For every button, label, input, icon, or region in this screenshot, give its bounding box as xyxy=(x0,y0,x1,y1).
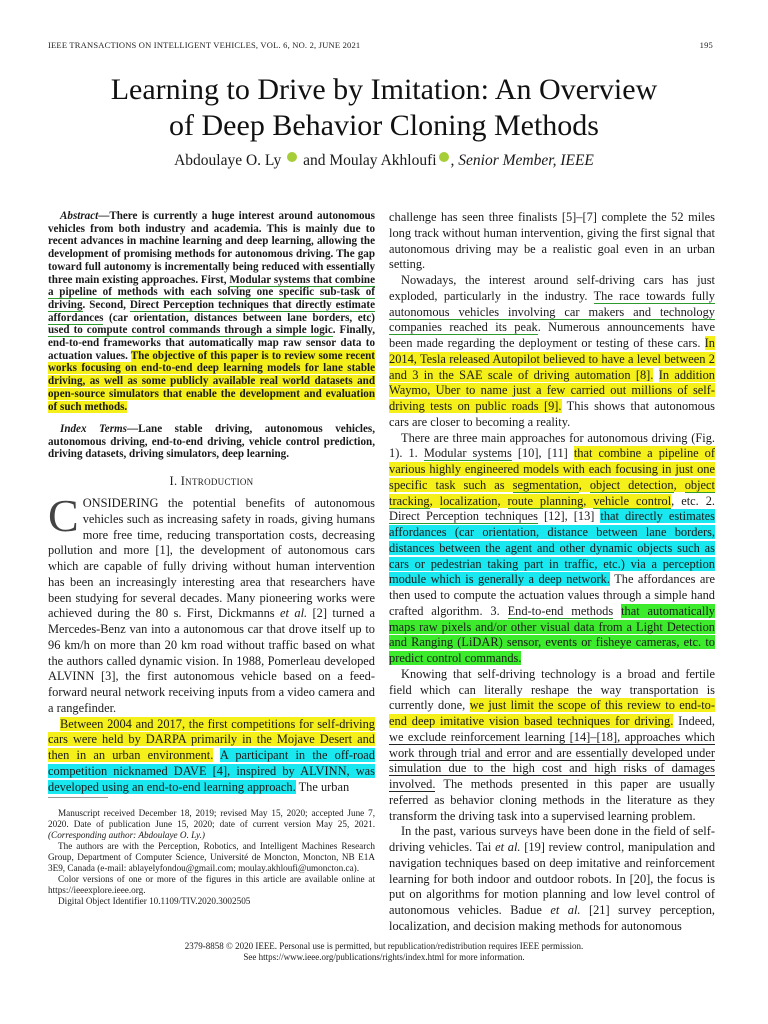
keyword-object-tracking: object tracking xyxy=(389,477,715,508)
abstract-highlight: The objective of this paper is to review some recent works focusing on end-to-end deep learning models for lane stable driving, as well as some publicly available real world datasets and open-source simulators that enable the development and evaluation of such methods. xyxy=(48,349,375,413)
paragraph-text: [12], [13] xyxy=(537,509,601,524)
footnote-text: Manuscript received December 18, 2019; revised May 15, 2020; accepted June 7, 2020. Date of publication June 15, 2020; date of current version May 25, 2021. xyxy=(48,808,375,829)
journal-header: IEEE TRANSACTIONS ON INTELLIGENT VEHICLES, VOL. 6, NO. 2, JUNE 2021 xyxy=(48,40,361,50)
paragraph-text: et al. xyxy=(495,840,521,854)
footnote-divider xyxy=(48,797,108,798)
underline-text: Direct Perception techniques xyxy=(389,509,538,524)
section-heading xyxy=(48,474,375,489)
paragraph-text: , xyxy=(429,493,440,508)
paragraph-text: In the past, various surveys have been done in the field of self-driving vehicles. Tai xyxy=(389,824,715,854)
abstract-text: (car orientation, distances between lane borders, etc) xyxy=(103,311,375,324)
underline-text: we exclude reinforcement learning [14]–[18], approaches which work through trial and error and are essentially developed under simulation due to the high cost and high risks of damages involved. xyxy=(389,729,715,791)
paragraph-text: Nowadays, the interest around self-driving cars has just exploded, particularly in the industry. xyxy=(389,273,715,303)
underline-text: Modular systems xyxy=(423,446,512,461)
right-paragraph-4 xyxy=(389,667,715,825)
index-terms-text: Lane stable driving, autonomous vehicles, autonomous driving, end-to-end driving, vehicle control prediction, driving datasets, driving simulators, deep learning. xyxy=(48,423,376,461)
paragraph-text xyxy=(613,604,621,618)
title-line-2: of Deep Behavior Cloning Methods xyxy=(169,109,599,142)
drop-cap: C xyxy=(48,490,79,541)
highlight-yellow: In 2014, Tesla released Autopilot believed to have a level between 2 and 3 in the SAE scale of driving automation [8]. xyxy=(389,336,715,382)
intro-paragraph-1 xyxy=(48,490,376,717)
section-title: Introduction xyxy=(180,474,254,488)
underline-text: The race towards fully autonomous vehicles involving car makers and technology companies reached its peak xyxy=(389,288,715,335)
intro-paragraph-2 xyxy=(48,717,375,796)
highlight-yellow: we just limit the scope of this review to end-to-end deep imitative vision based techniques for driving. xyxy=(389,698,716,728)
paragraph-text: Knowing that self-driving technology is a broad and fertile field which can literally reshape the way transportation is currently done, xyxy=(389,666,715,713)
author-affiliation: , Senior Member, IEEE xyxy=(450,152,594,169)
page-number: 195 xyxy=(699,40,713,50)
abstract-text: . Second, xyxy=(82,298,130,311)
paragraph-text: et al. xyxy=(550,903,581,917)
paragraph-text: ONSIDERING the potential benefits of autonomous vehicles such as increasing safety in roads, giving humans more free time, reducing transportation costs, decreasing pollution and more [1], the development of autonomous cars which are capable of fully driving without human intervention has been an increasingly interesting area that researchers have been studying for several decades. Many pioneering works were achieved during the 80 s. First, Dickmanns xyxy=(48,496,375,621)
paragraph-text: The affordances are then used to compute the actuation values through a simple hand crafted algorithm. 3. xyxy=(389,572,715,618)
paragraph-text: [2] turned a Mercedes-Benz van into a autonomous car that drove itself up to 96 km/h on more than 20 km road without traffic based on what the authors called dynamic vision. In 1988, Pomerleau developed ALVINN [3], the first autonomous vehicle based on a feed-forward neural network receiving inputs from a video camera and a rangefinder. xyxy=(48,606,376,715)
highlight-cyan: that directly estimates affordances (car orientation, distance between lane borders, distances between the agent and other dynamic objects such as cars or pedestrian taking part in traffic, etc.) via a perception module which is generally a deep network. xyxy=(389,509,715,587)
intro-body xyxy=(48,490,376,795)
author-line xyxy=(0,152,768,170)
keyword-vehicle-control: vehicle control xyxy=(593,493,672,508)
index-terms-dash: — xyxy=(127,423,139,435)
copyright-line-2: See https://www.ieee.org/publications/rights/index.html for more information. xyxy=(243,952,525,962)
footnote-doi: Digital Object Identifier 10.1109/TIV.2020.3002505 xyxy=(58,896,251,906)
highlight-yellow: that combine a pipeline of various highly engineered models with each focusing in just one specific task such as xyxy=(389,446,716,492)
paragraph-text: [19] review control, manipulation and navigation techniques based on deep imitative and reinforcement learning for both indoor and outdoor robots. In [20], the focus is put on algorithms for motion planning and low level control of autonomous vehicles. Badue xyxy=(389,840,716,917)
abstract xyxy=(48,210,375,413)
abstract-underline-3: used to compute control commands through a simple logic xyxy=(48,324,333,337)
paragraph-text: , xyxy=(673,477,685,492)
author-1: Abdoulaye O. Ly xyxy=(174,152,282,169)
keyword-route-planning: route planning xyxy=(507,493,584,508)
paragraph-text: . Numerous announcements have been made regarding the deployment or testing of these cars. xyxy=(389,320,715,350)
highlight-cyan: A participant in the off-road competition nicknamed DAVE [4], inspired by ALVINN, was developed using an end-to-end learning approach. xyxy=(48,748,376,794)
highlight-yellow: In addition Waymo, Uber to name just a few carried out millions of self-driving tests on public roads [9]. xyxy=(389,367,715,413)
highlight-green: that automatically maps raw pixels and/or other visual data from a Light Detection and Ranging (LiDAR) sensor, events or fisheye cameras, etc. to predict control commands. xyxy=(389,603,715,665)
footnote-color-note: Color versions of one or more of the figures in this article are available online at https://ieeexplore.ieee.org. xyxy=(48,874,375,895)
right-paragraph-2 xyxy=(389,273,715,431)
abstract-text: . Finally, end-to-end frameworks that automatically map raw sensor data to actuation values. xyxy=(48,324,376,362)
footnotes xyxy=(48,808,375,907)
paragraph-text: , etc. 2. xyxy=(671,493,715,508)
footnote-affiliation: The authors are with the Perception, Robotics, and Intelligent Machines Research Group, Department of Computer Science, Université de Moncton, Moncton, NB E1A 3E9, Canada (e-mail: ablayelyfondou@gmail.com; moulay.akhloufi@umoncton.ca). xyxy=(48,841,375,873)
paragraph-text: There are three main approaches for autonomous driving (Fig. 1). 1. xyxy=(389,430,715,461)
footnote-text: (Corresponding author: Abdoulaye O. Ly.) xyxy=(48,830,205,840)
keyword-object-detection: object detection xyxy=(589,477,674,492)
underline-text: End-to-end methods xyxy=(507,603,614,618)
highlight-yellow: Between 2004 and 2017, the first competitions for self-driving cars were held by DARPA primarily in the Mojave Desert and then in an urban environment. xyxy=(48,716,375,762)
paragraph-text xyxy=(213,748,220,762)
author-2: Moulay Akhloufi xyxy=(329,152,437,169)
paragraph-text: , xyxy=(497,493,508,508)
paragraph-text: , xyxy=(578,477,590,492)
paragraph-text: The urban xyxy=(295,779,350,794)
paragraph-text: The methods presented in this paper are usually referred as behavior cloning methods in the literature as they transform the driving task into a supervised learning problem. xyxy=(389,777,715,823)
paper-title xyxy=(0,72,768,144)
abstract-text: There is currently a huge interest around autonomous vehicles from both industry and academia. This is mainly due to recent advances in machine learning and deep learning, allowing the development of promising methods for autonomous driving. The gap toward full autonomy is incrementally being reduced with essentially three main existing approaches. First, xyxy=(48,210,375,286)
footnote-manuscript xyxy=(48,808,375,841)
index-terms xyxy=(48,423,375,461)
index-terms-label: Index Terms xyxy=(60,423,127,435)
right-paragraph-1: challenge has seen three finalists [5]–[7] complete the 52 miles long track without human intervention, giving the first signal that autonomous driving may be a realistic goal even in an urban setting. xyxy=(389,210,715,272)
orcid-icon[interactable] xyxy=(287,152,297,162)
keyword-segmentation: segmentation xyxy=(512,477,579,492)
paragraph-text: [21] survey perception, localization, and decision making methods for autonomous xyxy=(389,903,716,933)
author-conjunction: and xyxy=(303,152,326,169)
keyword-localization: localization xyxy=(439,493,498,508)
abstract-label: Abstract xyxy=(60,210,99,222)
paragraph-text: et al. xyxy=(280,606,308,621)
section-number: I. xyxy=(169,474,178,488)
copyright-line-1: 2379-8858 © 2020 IEEE. Personal use is permitted, but republication/redistribution requires IEEE permission. xyxy=(184,941,584,951)
right-column xyxy=(389,210,715,935)
right-paragraph-5 xyxy=(389,824,715,934)
paragraph-text: This shows that autonomous cars are closer to becoming a reality. xyxy=(389,399,715,429)
paragraph-text: [10], [11] xyxy=(511,446,574,461)
abstract-underline-1: Modular systems that combine a pipeline of methods with each solving one specific sub-task of driving xyxy=(48,273,375,311)
right-paragraph-3 xyxy=(389,431,715,667)
orcid-icon[interactable] xyxy=(439,152,449,162)
paragraph-text xyxy=(653,368,658,382)
paragraph-text: Indeed, xyxy=(673,714,715,728)
copyright-notice xyxy=(0,941,768,963)
paragraph-text: , xyxy=(583,493,594,508)
title-line-1: Learning to Drive by Imitation: An Overview xyxy=(110,73,658,106)
abstract-underline-2: Direct Perception techniques that directly estimate affordances xyxy=(48,298,375,324)
abstract-dash: — xyxy=(98,210,110,222)
